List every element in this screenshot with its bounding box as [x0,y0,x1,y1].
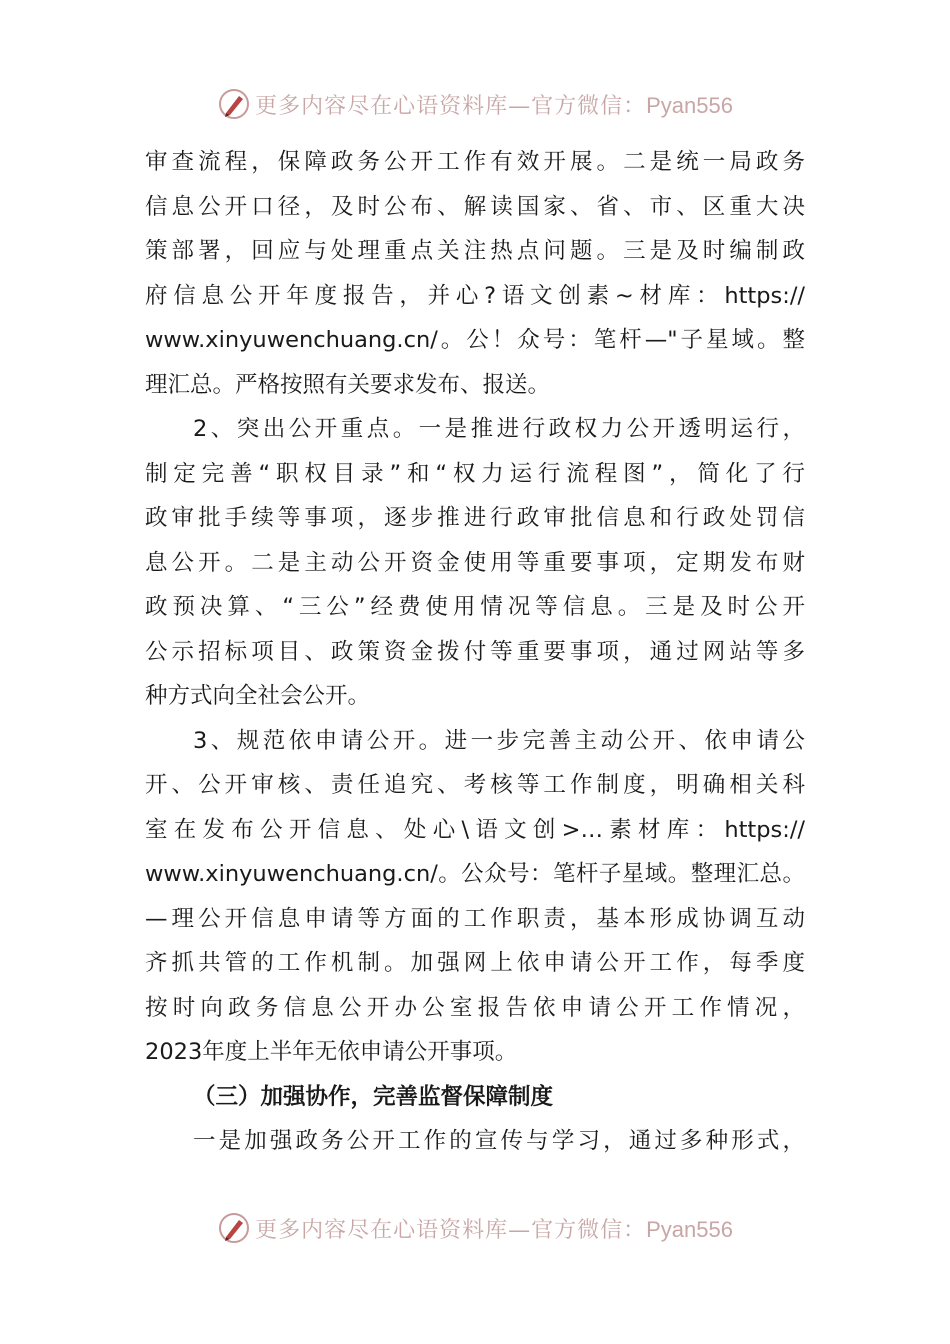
document-body [145,140,805,1164]
text-line: 室在发布公开信息、处心\语文创>…素材库：https:// [145,816,805,843]
banner-text: 更多内容尽在心语资料库—官方微信：Pyan556 [255,92,733,119]
text-line: 信息公开口径，及时公布、解读国家、省、市、区重大决 [145,193,805,220]
text-line: 理汇总。严格按照有关要求发布、报送。 [145,371,551,398]
text-line: 策部署，回应与处理重点关注热点问题。三是及时编制政 [145,238,805,264]
footer-banner [0,1208,950,1248]
text-line: 政审批手续等事项，逐步推进行政审批信息和行政处罚信 [145,505,805,531]
text-line: 政预决算、“三公”经费使用情况等信息。三是及时公开 [145,594,805,620]
header-banner [0,84,950,124]
pen-logo-icon [217,1211,251,1245]
text-line: 公示招标项目、政策资金拨付等重要事项，通过网站等多 [145,638,805,665]
text-line: 种方式向全社会公开。 [145,683,371,709]
text-line: 审查流程，保障政务公开工作有效开展。二是统一局政务 [145,149,805,175]
text-line: 按时向政务信息公开办公室报告依申请公开工作情况， [145,994,805,1021]
paragraph-start-line: 一是加强政务公开工作的宣传与学习，通过多种形式， [193,1128,805,1154]
text-line: 制定完善“职权目录”和“权力运行流程图”，简化了行 [145,460,805,487]
banner-text: 更多内容尽在心语资料库—官方微信：Pyan556 [255,1216,733,1243]
text-line: 齐抓共管的工作机制。加强网上依申请公开工作，每季度 [145,950,805,976]
text-line: —理公开信息申请等方面的工作职责，基本形成协调互动 [145,905,805,932]
text-line: 府信息公开年度报告，并心?语文创素~材库：https:// [145,282,805,309]
text-line: www.xinyuwenchuang.cn/。公众号：笔杆子星域。整理汇总。 [145,861,805,887]
text-line: 开、公开审核、责任追究、考核等工作制度，明确相关科 [145,772,805,798]
paragraph-start-line: 2、突出公开重点。一是推进行政权力公开透明运行， [193,416,805,442]
text-line: 2023年度上半年无依申请公开事项。 [145,1039,518,1065]
paragraph-start-line: 3、规范依申请公开。进一步完善主动公开、依申请公 [193,727,805,754]
section-heading: （三）加强协作，完善监督保障制度 [193,1083,554,1110]
text-line: 息公开。二是主动公开资金使用等重要事项，定期发布财 [145,549,805,576]
pen-logo-icon [217,87,251,121]
text-line: www.xinyuwenchuang.cn/。公！众号：笔杆—"子星域。整 [145,327,805,353]
